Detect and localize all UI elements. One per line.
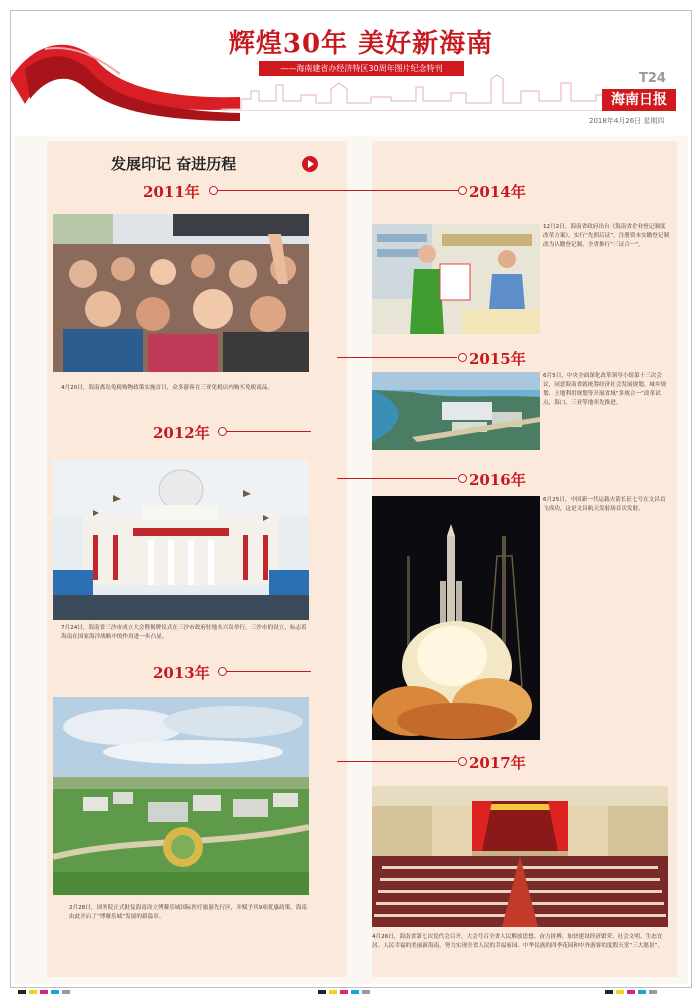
- photo-party-congress-hall: [372, 786, 668, 927]
- timeline-connector: [337, 357, 457, 358]
- timeline-dot: [458, 353, 467, 362]
- year-2012: 2012年: [153, 424, 210, 442]
- timeline-dot: [218, 667, 227, 676]
- year-2014: 2014年: [469, 183, 526, 201]
- year-2011: 2011年: [143, 183, 200, 201]
- print-color-marks: [318, 990, 370, 994]
- print-color-marks: [18, 990, 70, 994]
- timeline-dot: [218, 427, 227, 436]
- year-2015: 2015年: [469, 350, 526, 368]
- year-2013: 2013年: [153, 664, 210, 682]
- newspaper-page: [10, 10, 692, 988]
- caption-2017: 4月26日，海南省第七次党代会召开，大会号召全省人民解放思想、奋力拼搏，加快建设经济繁荣、社会文明、生态宜居、人民幸福的美丽新海南，努力实现全省人民的幸福家园、中华民族的四季花园和中外游客的度假天堂“三大愿景”。: [372, 934, 664, 949]
- timeline-connector: [227, 671, 311, 672]
- timeline-dot: [458, 474, 467, 483]
- caption-2011: 4月20日，海南离岛免税购物政策实施首日，众多游客在三亚免税店内购买免税商品。: [61, 385, 274, 391]
- timeline-dot: [458, 757, 467, 766]
- timeline-connector: [337, 761, 457, 762]
- page-number: T24: [639, 71, 666, 86]
- play-arrow-icon: [302, 156, 318, 172]
- photo-duty-free-crowd: [53, 214, 309, 372]
- timeline-connector: [337, 478, 457, 479]
- print-color-marks: [605, 990, 657, 994]
- year-2017: 2017年: [469, 754, 526, 772]
- issue-date: 2018年4月26日 星期四: [589, 117, 665, 125]
- timeline-dot: [209, 186, 218, 195]
- city-skyline-decoration: [221, 71, 651, 111]
- section-title: 发展印记 奋进历程: [111, 155, 237, 173]
- caption-2014: 12月2日，海南省政府出台《海南省企业登记制度改革方案》，实行“先照后证”，注册资本实缴登记制改为认缴登记制，全省推行“三证合一”。: [543, 224, 670, 248]
- newspaper-logo: 海南日报: [602, 89, 676, 111]
- photo-rocket-launch: [372, 496, 540, 740]
- page-header: [11, 11, 691, 136]
- photo-sansha-ceremony: [53, 460, 309, 620]
- timeline-connector: [218, 190, 458, 191]
- photo-boao-lecheng-aerial: [53, 697, 309, 895]
- photo-aerial-coast: [372, 372, 540, 450]
- photo-business-license: [372, 224, 540, 334]
- timeline-connector: [227, 431, 311, 432]
- page-title: 辉煌30年 美好新海南: [228, 29, 494, 59]
- timeline-dot: [458, 186, 467, 195]
- caption-2016: 6月25日，中国新一代运载火箭长征七号在文昌首飞成功，这是文昌航天发射场首次发射。: [543, 497, 666, 512]
- caption-2015: 6月5日，中央全面深化改革领导小组第十三次会议，同意海南省就统筹经济社会发展规划、城乡规划、土地利用规划等开展省域“多规合一”改革试点，海口、三亚等地率先推进。: [543, 373, 667, 406]
- caption-2012: 7月24日，海南省三沙市成立大会暨揭牌仪式在三沙市政府驻地永兴岛举行。三沙市的设立，标志着海南在国家海洋战略中的作用进一步凸显。: [61, 625, 307, 640]
- year-2016: 2016年: [469, 471, 526, 489]
- subtitle-banner: ——海南建省办经济特区30周年图片纪念特刊: [259, 61, 464, 76]
- caption-2013: 2月28日，国务院正式批复海南设立博鳌乐城国际医疗旅游先行区，并赋予其9项优惠政策，海南由此开启了“博鳌乐城”发展的新篇章。: [69, 905, 307, 920]
